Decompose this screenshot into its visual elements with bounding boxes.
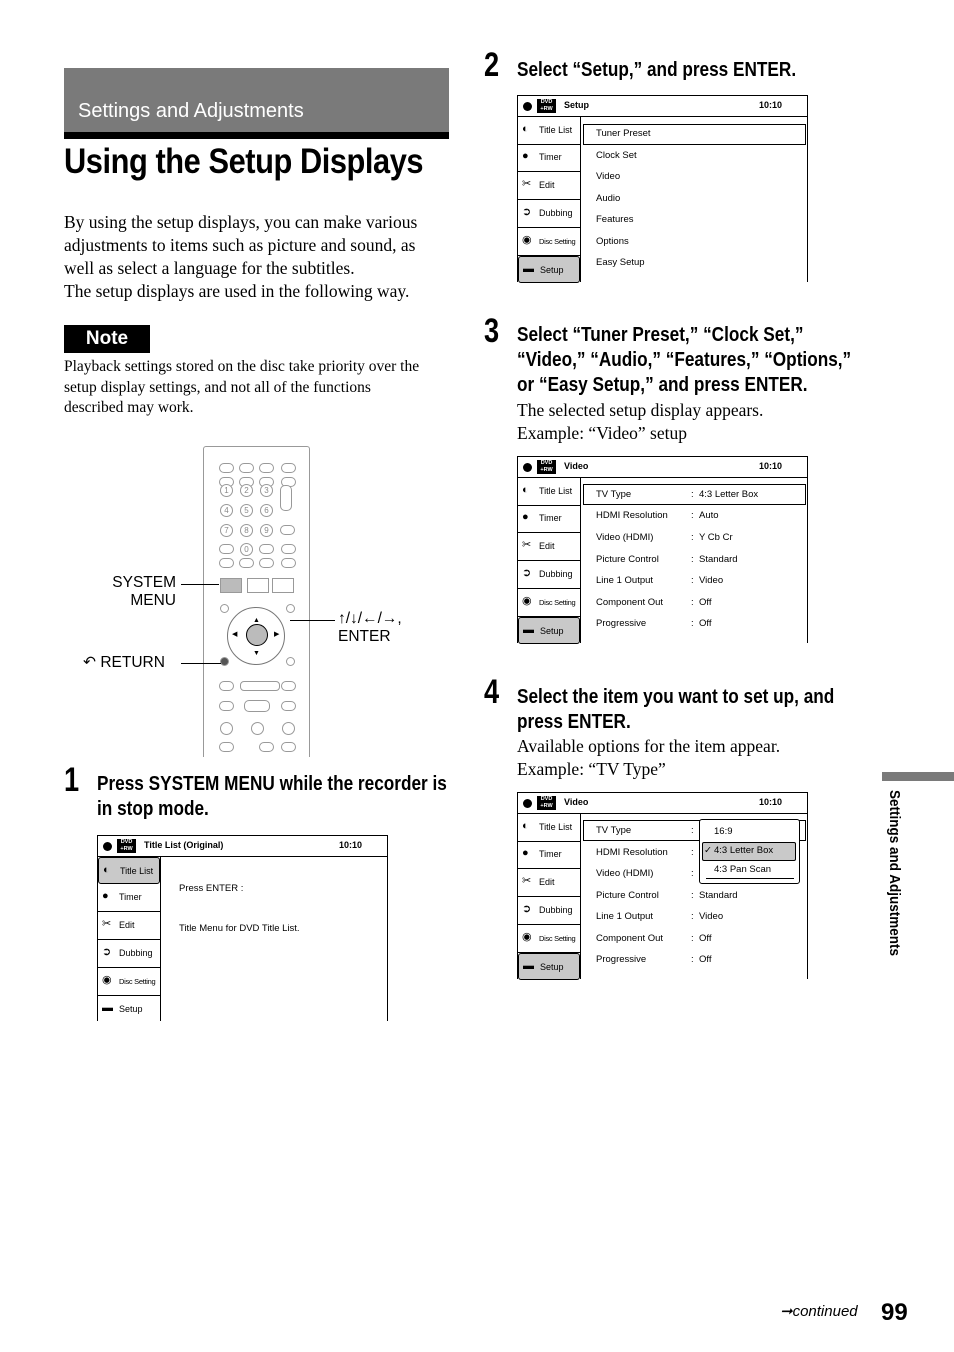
digit-button: 6 (260, 504, 273, 517)
screen-header (518, 457, 807, 478)
sidebar-label: Title List (120, 866, 154, 876)
screen-time: 10:10 (339, 840, 363, 850)
callout-line: ENTER (338, 628, 391, 645)
sidebar-label: Edit (539, 877, 555, 887)
right-arrow-icon: ▶ (274, 630, 280, 638)
dubbing-icon: ➲ (522, 903, 532, 915)
menu-item-tuner-preset[interactable]: Tuner Preset (596, 128, 651, 139)
remote-button (219, 558, 234, 568)
disc-setting-icon: ◉ (522, 931, 532, 943)
return-icon: ↶ (83, 654, 96, 671)
setting-value: Video (699, 575, 724, 586)
timer-icon: ● (522, 150, 529, 162)
sidebar-item-title-list[interactable] (98, 857, 160, 884)
sidebar-item-edit[interactable] (518, 869, 580, 897)
screen-tv-type-options (517, 792, 808, 979)
sidebar-label: Title List (539, 822, 573, 832)
page-title: Using the Setup Displays (64, 142, 424, 181)
side-tab-marker (882, 772, 954, 781)
disc-icon (523, 799, 532, 808)
sidebar-item-title-list[interactable] (518, 478, 580, 506)
sidebar-label: Edit (539, 180, 555, 190)
step-number: 2 (484, 46, 500, 84)
dvd-logo-text: DVD (120, 839, 133, 845)
screen-sidebar (98, 856, 161, 1021)
screen-header (98, 836, 387, 857)
digit-button: 1 (220, 484, 233, 497)
toolbox-icon: ▬ (523, 624, 534, 636)
separator: : (691, 825, 694, 836)
left-arrow-icon: ◀ (232, 630, 238, 638)
title-list-icon: ◐ (103, 864, 110, 876)
step-body-line: Example: “Video” setup (517, 423, 688, 443)
step-heading-line: Press SYSTEM MENU while the recorder is (97, 773, 447, 795)
step-heading (97, 772, 447, 822)
option-4-3-letter-box[interactable]: 4:3 Letter Box (714, 845, 774, 856)
step-number: 4 (484, 673, 500, 711)
dvd-rw-logo (537, 99, 556, 113)
side-tab-label: Settings and Adjustments (886, 790, 903, 957)
option-16-9[interactable]: 16:9 (714, 826, 733, 837)
remote-button (219, 681, 234, 691)
dvd-rw-logo (537, 796, 556, 810)
sidebar-item-setup[interactable] (518, 953, 580, 980)
separator: : (691, 911, 694, 922)
digit-button: 5 (240, 504, 253, 517)
return-button (220, 657, 229, 666)
separator: : (691, 554, 694, 565)
setting-value: Auto (699, 510, 719, 521)
continued-note (780, 1302, 858, 1320)
screen-header (518, 793, 807, 814)
step-heading-line: Select “Tuner Preset,” “Clock Set,” (517, 324, 804, 346)
sidebar-item-timer[interactable] (98, 884, 160, 912)
arrow-right-icon: ➞ (780, 1303, 793, 1320)
remote-button (281, 544, 296, 554)
menu-item-video[interactable]: Video (596, 171, 621, 182)
screen-title: Video (564, 461, 589, 471)
sidebar-item-title-list[interactable] (518, 117, 580, 145)
remote-button (259, 558, 274, 568)
digit-button: 7 (220, 524, 233, 537)
sidebar-label: Setup (540, 265, 564, 275)
sidebar-item-dubbing[interactable] (518, 200, 580, 228)
step-heading-line: “Video,” “Audio,” “Features,” “Options,” (517, 349, 852, 371)
intro-line: By using the setup displays, you can make various (64, 212, 418, 232)
section-header (64, 68, 449, 132)
sidebar-item-dubbing[interactable] (518, 561, 580, 589)
intro-line: The setup displays are used in the following way. (64, 281, 410, 301)
menu-item-clock-set[interactable]: Clock Set (596, 150, 637, 161)
sidebar-item-timer[interactable] (518, 505, 580, 533)
separator: : (691, 532, 694, 543)
sidebar-label: Timer (539, 849, 562, 859)
callout-line: SYSTEM (112, 574, 176, 591)
screen-title: Title List (Original) (144, 840, 224, 850)
sidebar-label: Dubbing (539, 569, 573, 579)
separator: : (691, 575, 694, 586)
step-body (517, 399, 763, 445)
setting-label[interactable]: TV Type (596, 489, 632, 500)
note-text (64, 357, 419, 419)
sidebar-item-dubbing[interactable] (518, 897, 580, 925)
title-list-icon: ◐ (522, 820, 529, 832)
digit-button: 2 (240, 484, 253, 497)
sidebar-item-setup[interactable] (518, 256, 580, 283)
step-heading (517, 685, 834, 735)
sidebar-item-setup[interactable] (518, 617, 580, 644)
setting-label[interactable]: Line 1 Output (596, 575, 654, 586)
setting-label[interactable]: Picture Control (596, 554, 659, 565)
remote-button (247, 578, 269, 593)
timer-icon: ● (522, 511, 529, 523)
screen-sidebar (518, 813, 581, 979)
scissors-icon: ✂ (522, 539, 532, 551)
enter-button (246, 624, 268, 646)
step-number: 3 (484, 312, 500, 350)
step-heading-line: or “Easy Setup,” and press ENTER. (517, 374, 808, 396)
callout-leader (181, 584, 219, 585)
sidebar-label: Setup (540, 626, 564, 636)
screen-message: Press ENTER : (179, 883, 244, 894)
remote-button (239, 463, 254, 473)
screen-time: 10:10 (759, 797, 783, 807)
sidebar-label: Timer (539, 152, 562, 162)
setting-label[interactable]: Progressive (596, 954, 647, 965)
setting-value: Standard (699, 890, 738, 901)
remote-button (240, 681, 280, 691)
option-4-3-pan-scan[interactable]: 4:3 Pan Scan (714, 864, 772, 875)
pause-button (251, 722, 264, 735)
scissors-icon: ✂ (522, 178, 532, 190)
popup-divider (706, 878, 794, 879)
setting-label[interactable]: HDMI Resolution (596, 510, 668, 521)
callout-line: MENU (130, 592, 176, 609)
menu-item-easy-setup[interactable]: Easy Setup (596, 257, 645, 268)
screen-title: Video (564, 797, 589, 807)
sidebar-label: Disc Setting (539, 598, 576, 607)
step-number: 1 (64, 761, 80, 799)
title-list-icon: ◐ (522, 484, 529, 496)
setting-value: Standard (699, 554, 738, 565)
system-menu-button (220, 578, 242, 593)
setting-label[interactable]: Picture Control (596, 890, 659, 901)
separator: : (691, 868, 694, 879)
callout-leader (290, 620, 335, 621)
dvd-logo-text: DVD (540, 460, 553, 466)
sidebar-item-edit[interactable] (98, 912, 160, 940)
remote-button (281, 742, 296, 752)
continued-text: continued (792, 1303, 858, 1320)
separator: : (691, 890, 694, 901)
sidebar-label: Disc Setting (539, 934, 576, 943)
setting-label[interactable]: Component Out (596, 933, 664, 944)
screen-setup (517, 95, 808, 282)
remote-button (281, 558, 296, 568)
separator: : (691, 597, 694, 608)
remote-button (272, 578, 294, 593)
remote-control-illustration (203, 446, 310, 757)
stop-button (282, 722, 295, 735)
setting-value: Off (699, 933, 712, 944)
setting-value: Video (699, 911, 724, 922)
screen-sidebar (518, 477, 581, 643)
dubbing-icon: ➲ (102, 946, 112, 958)
toolbox-icon: ▬ (523, 263, 534, 275)
sidebar-label: Title List (539, 486, 573, 496)
timer-icon: ● (522, 847, 529, 859)
screen-time: 10:10 (759, 100, 783, 110)
separator: : (691, 954, 694, 965)
digit-button: 0 (240, 543, 253, 556)
title-list-icon: ◐ (522, 123, 529, 135)
separator: : (691, 933, 694, 944)
dvd-logo-sub: +RW (120, 846, 133, 852)
dvd-logo-sub: +RW (540, 803, 553, 809)
intro-text (64, 211, 417, 303)
screen-video-setup (517, 456, 808, 643)
setting-label[interactable]: Progressive (596, 618, 647, 629)
setting-value: Y Cb Cr (699, 532, 733, 543)
menu-item-audio[interactable]: Audio (596, 193, 621, 204)
separator: : (691, 847, 694, 858)
setting-value: Off (699, 597, 712, 608)
up-arrow-icon: ▲ (253, 616, 260, 624)
remote-button (239, 558, 254, 568)
setting-label[interactable]: Video (HDMI) (596, 868, 654, 879)
digit-button: 4 (220, 504, 233, 517)
callout-leader (181, 663, 221, 664)
remote-button (281, 463, 296, 473)
sidebar-label: Dubbing (539, 905, 573, 915)
sidebar-item-disc-setting[interactable] (518, 228, 580, 256)
sidebar-label: Edit (539, 541, 555, 551)
return-label: RETURN (100, 654, 165, 671)
step-heading-line: press ENTER. (517, 711, 631, 733)
scissors-icon: ✂ (522, 875, 532, 887)
separator: : (691, 618, 694, 629)
dvd-logo-sub: +RW (540, 106, 553, 112)
digit-button: 9 (260, 524, 273, 537)
step-heading-line: Select “Setup,” and press ENTER. (517, 59, 797, 81)
screen-title: Setup (564, 100, 590, 110)
setting-value: Off (699, 954, 712, 965)
intro-line: adjustments to items such as picture and sound, as (64, 235, 416, 255)
note-line: described may work. (64, 399, 194, 416)
remote-button (259, 463, 274, 473)
digit-button: 3 (260, 484, 273, 497)
remote-button (219, 742, 234, 752)
screen-time: 10:10 (759, 461, 783, 471)
sidebar-item-timer[interactable] (518, 841, 580, 869)
note-line: Playback settings stored on the disc take priority over the (64, 358, 420, 375)
remote-button (259, 544, 274, 554)
sidebar-label: Timer (539, 513, 562, 523)
sidebar-item-disc-setting[interactable] (518, 925, 580, 953)
remote-button (219, 701, 234, 711)
disc-setting-icon: ◉ (522, 234, 532, 246)
sidebar-item-edit[interactable] (518, 172, 580, 200)
play-button (244, 700, 270, 712)
screen-message: Title Menu for DVD Title List. (179, 923, 300, 934)
sidebar-label: Disc Setting (539, 237, 576, 246)
return-callout (83, 654, 165, 672)
remote-button (259, 742, 274, 752)
menu-item-features[interactable]: Features (596, 214, 634, 225)
screen-header (518, 96, 807, 117)
sidebar-label: Dubbing (539, 208, 573, 218)
section-title: Settings and Adjustments (78, 100, 304, 122)
remote-button (219, 544, 234, 554)
step-body-line: The selected setup display appears. (517, 400, 764, 420)
screen-sidebar (518, 116, 581, 282)
setting-label[interactable]: Component Out (596, 597, 664, 608)
system-menu-callout (110, 574, 176, 610)
setting-value: 4:3 Letter Box (699, 489, 759, 500)
sidebar-item-edit[interactable] (518, 533, 580, 561)
setting-label[interactable]: TV Type (596, 825, 632, 836)
step-heading-line: Select the item you want to set up, and (517, 686, 835, 708)
sidebar-item-setup[interactable] (98, 996, 160, 1023)
sidebar-label: Title List (539, 125, 573, 135)
down-arrow-icon: ▼ (253, 649, 260, 657)
disc-icon (103, 842, 112, 851)
setting-label[interactable]: Video (HDMI) (596, 532, 654, 543)
dvd-rw-logo (537, 460, 556, 474)
sidebar-label: Dubbing (119, 948, 153, 958)
sidebar-label: Setup (119, 1004, 143, 1014)
toolbox-icon: ▬ (523, 960, 534, 972)
setting-label[interactable]: HDMI Resolution (596, 847, 668, 858)
step-body-line: Available options for the item appear. (517, 736, 781, 756)
sidebar-item-timer[interactable] (518, 144, 580, 172)
sidebar-item-dubbing[interactable] (98, 940, 160, 968)
section-rule (64, 132, 449, 139)
check-icon: ✓ (704, 845, 712, 856)
volume-rocker (280, 485, 292, 511)
remote-button (281, 681, 296, 691)
sidebar-item-title-list[interactable] (518, 814, 580, 842)
separator: : (691, 489, 694, 500)
remote-button (220, 722, 233, 735)
sidebar-label: Edit (119, 920, 135, 930)
callout-line: ↑/↓/←/→, (338, 610, 402, 627)
step-body (517, 735, 780, 781)
note-badge: Note (64, 325, 150, 353)
arrows-callout (338, 610, 402, 646)
dvd-logo-text: DVD (540, 796, 553, 802)
step-heading (517, 58, 796, 83)
step-heading-line: in stop mode. (97, 798, 209, 820)
sidebar-item-disc-setting[interactable] (98, 968, 160, 996)
scissors-icon: ✂ (102, 918, 112, 930)
step-body-line: Example: “TV Type” (517, 759, 666, 779)
screen-title-list (97, 835, 388, 1021)
remote-button (280, 525, 295, 535)
disc-icon (523, 463, 532, 472)
page-number: 99 (881, 1299, 908, 1326)
step-heading (517, 323, 851, 398)
remote-button (286, 604, 295, 613)
sidebar-label: Timer (119, 892, 142, 902)
sidebar-label: Disc Setting (119, 977, 156, 986)
dvd-rw-logo (117, 839, 136, 853)
dvd-logo-text: DVD (540, 99, 553, 105)
dubbing-icon: ➲ (522, 206, 532, 218)
disc-setting-icon: ◉ (102, 974, 112, 986)
dvd-logo-sub: +RW (540, 467, 553, 473)
remote-button (281, 701, 296, 711)
digit-button: 8 (240, 524, 253, 537)
remote-button (286, 657, 295, 666)
note-line: setup display settings, and not all of the functions (64, 378, 371, 396)
setting-label[interactable]: Line 1 Output (596, 911, 654, 922)
setting-value: Off (699, 618, 712, 629)
disc-icon (523, 102, 532, 111)
remote-button (219, 463, 234, 473)
separator: : (691, 510, 694, 521)
timer-icon: ● (102, 890, 109, 902)
menu-item-options[interactable]: Options (596, 236, 629, 247)
sidebar-label: Setup (540, 962, 564, 972)
intro-line: well as select a language for the subtitles. (64, 258, 355, 278)
dubbing-icon: ➲ (522, 567, 532, 579)
remote-button (220, 604, 229, 613)
tv-type-options-popup (699, 819, 800, 884)
sidebar-item-disc-setting[interactable] (518, 589, 580, 617)
toolbox-icon: ▬ (102, 1002, 113, 1014)
disc-setting-icon: ◉ (522, 595, 532, 607)
